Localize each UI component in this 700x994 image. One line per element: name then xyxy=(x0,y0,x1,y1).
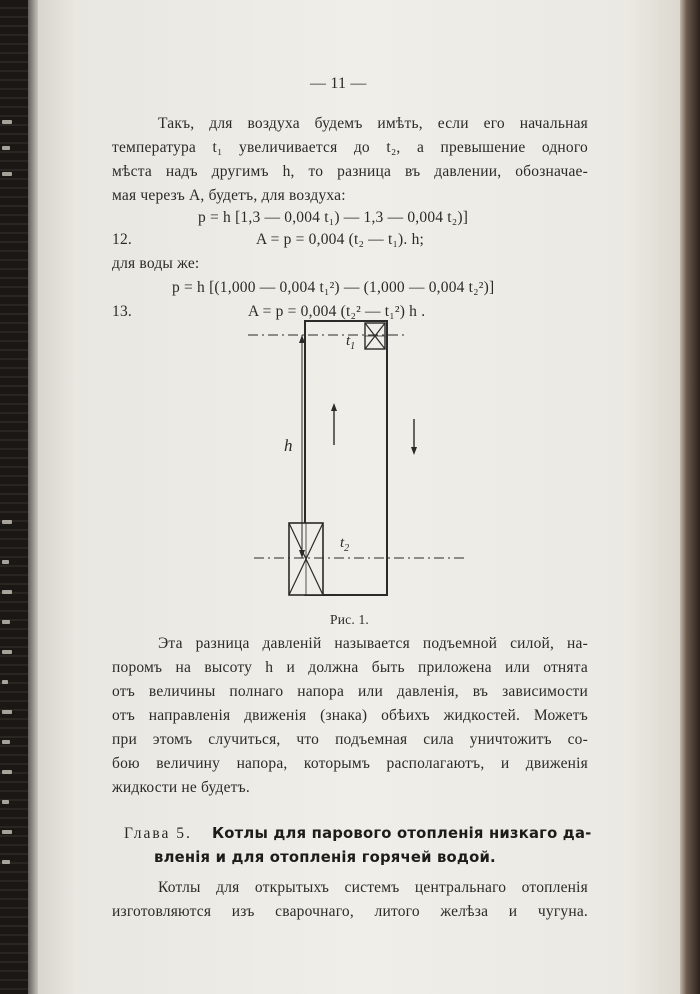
label-t2: $t_2$ xyxy=(340,535,350,554)
paragraph-line: мѣста надъ другимъ h, то разница въ давлении, обозначае- xyxy=(112,163,588,180)
page-number: — 11 — xyxy=(310,75,367,92)
equation-12: A = p = 0,004 (t₂ — t₁). h; xyxy=(256,231,425,248)
paragraph-line: отъ величины полнаго напора или давленія, въ зависимости xyxy=(112,683,588,700)
equation-13-number: 13. xyxy=(112,303,132,320)
paragraph-line: Такъ, для воздуха будемъ имѣть, если его начальная xyxy=(158,115,588,132)
paragraph-line: при этомъ случиться, что подъемная сила уничтожитъ со- xyxy=(112,731,588,748)
page-stack-edge xyxy=(678,0,700,994)
chapter-label: Глава 5. xyxy=(124,825,192,842)
figure-1-diagram xyxy=(218,315,478,605)
paragraph-line: мая черезъ А, будетъ, для воздуха: xyxy=(112,187,346,204)
figure-caption: Рис. 1. xyxy=(330,612,369,627)
label-h: h xyxy=(284,436,293,455)
paragraph-line: Котлы для открытыхъ системъ центральнаго отопленія xyxy=(158,879,588,896)
previous-page-edge-marks xyxy=(2,120,24,880)
book-page xyxy=(38,0,680,994)
paragraph-line: поромъ на высоту h и должна быть приложена или отнята xyxy=(112,659,588,676)
chapter-title-line-1: Котлы для парового отопленія низкаго да- xyxy=(212,825,592,842)
paragraph-line: жидкости не будетъ. xyxy=(112,779,250,796)
paragraph-line: отъ направленія движенія (знака) обѣихъ жидкостей. Можетъ xyxy=(112,707,588,724)
equation-1: p = h [1,3 — 0,004 t₁) — 1,3 — 0,004 t₂)] xyxy=(198,209,469,226)
water-intro: для воды же: xyxy=(112,255,200,272)
paragraph-line: Эта разница давленій называется подъемной силой, на- xyxy=(158,635,588,652)
label-t1: $t_1$ xyxy=(346,333,356,352)
equation-2: p = h [(1,000 — 0,004 t₁²) — (1,000 — 0,004 t₂²)] xyxy=(172,279,495,296)
paragraph-line: бою величину напора, которымъ располагаютъ, и движенія xyxy=(112,755,588,772)
paragraph-line: изготовляются изъ сварочнаго, литого желѣза и чугуна. xyxy=(112,903,588,920)
chapter-title-line-2: вленія и для отопленія горячей водой. xyxy=(154,849,496,866)
equation-13: A = p = 0,004 (t₂² — t₁²) h . xyxy=(248,303,426,320)
equation-12-number: 12. xyxy=(112,231,132,248)
paragraph-line: температура t₁ увеличивается до t₂, а превышение одного xyxy=(112,139,588,156)
